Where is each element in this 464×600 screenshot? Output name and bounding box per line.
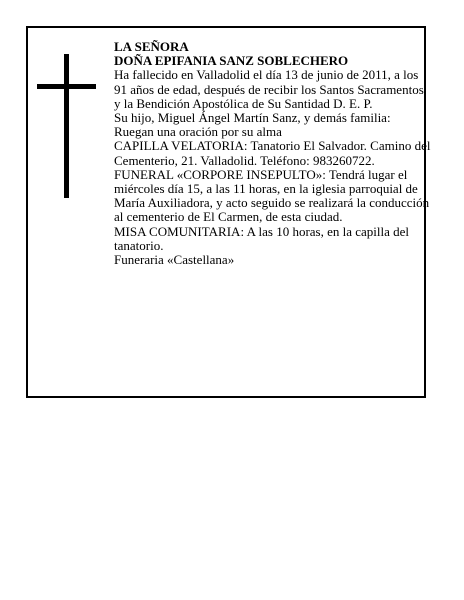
prayer-request: Ruegan una oración por su alma (114, 124, 282, 140)
mass-info: MISA COMUNITARIA: A las 10 horas, en la capilla del tanatorio. (114, 223, 410, 253)
cross-horizontal-bar (37, 84, 96, 89)
cross-vertical-bar (64, 54, 69, 198)
obituary-text-block (114, 40, 432, 267)
chapel-info: CAPILLA VELATORIA: Tanatorio El Salvador. Camino del Cementerio, 21. Valladolid. Teléfono: 983260722. (114, 138, 431, 168)
deceased-name: DOÑA EPIFANIA SANZ SOBLECHERO (114, 53, 349, 69)
family-line: Su hijo, Miguel Ángel Martín Sanz, y demás familia: (114, 110, 391, 126)
funeral-home: Funeraria «Castellana» (114, 252, 235, 268)
notice-title: LA SEÑORA (114, 39, 189, 54)
death-announcement: Ha fallecido en Valladolid el día 13 de junio de 2011, a los 91 años de edad, después de recibir los Santos Sacramentos y la Bendición Apostólica de Su Santidad D. E. P. (114, 67, 424, 111)
funeral-info: FUNERAL «CORPORE INSEPULTO»: Tendrá lugar el miércoles día 15, a las 11 horas, en la iglesia parroquial de María Auxiliadora, y acto seguido se realizará la conducción al cementerio de El Carmen, de esta ciudad. (114, 166, 430, 225)
